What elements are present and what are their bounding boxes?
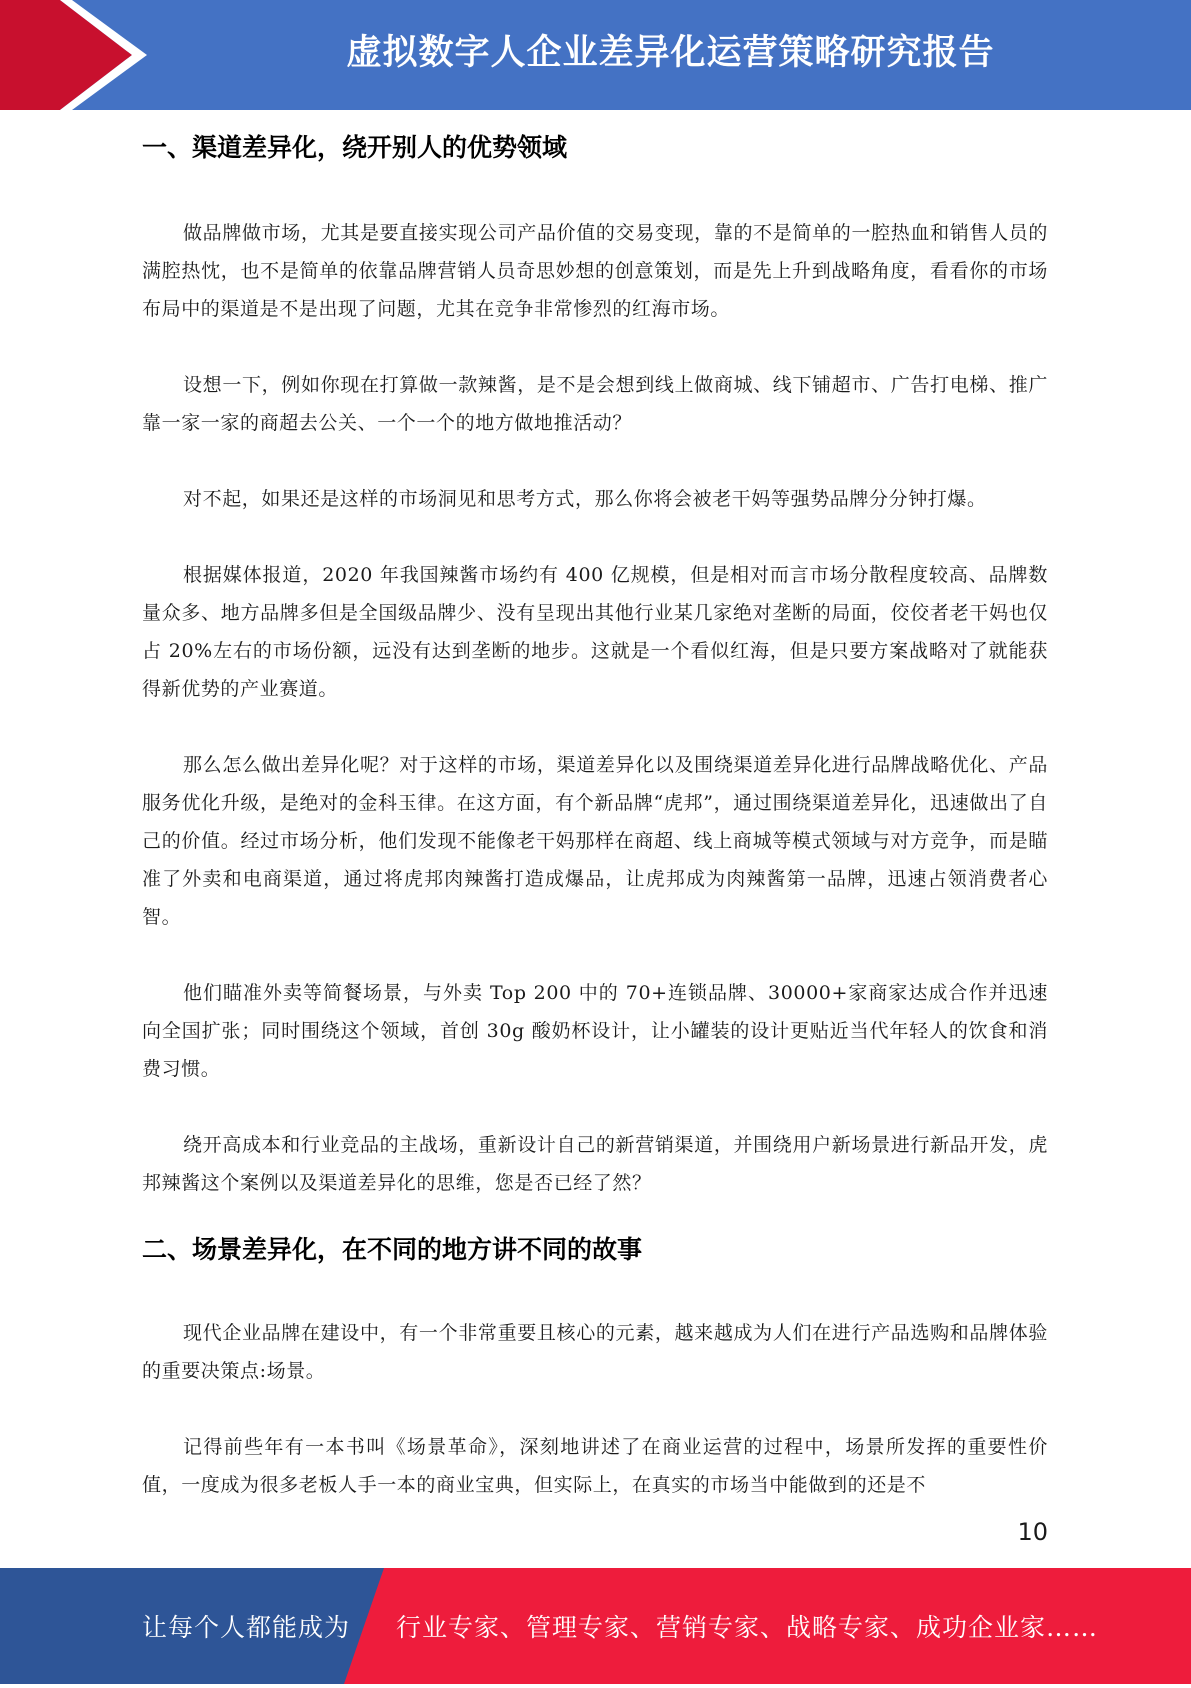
- section-heading: 一、渠道差异化，绕开别人的优势领域: [142, 133, 568, 162]
- paragraph: 那么怎么做出差异化呢？对于这样的市场，渠道差异化以及围绕渠道差异化进行品牌战略优化、产品服务优化升级，是绝对的金科玉律。在这方面，有个新品牌“虎邦”，通过围绕渠道差异化，迅速做出了自己的价值。经过市场分析，他们发现不能像老干妈那样在商超、线上商城等模式领域与对方竞争，而是瞄准了外卖和电商渠道，通过将虎邦肉辣酱打造成爆品，让虎邦成为肉辣酱第一品牌，迅速占领消费者心智。: [142, 754, 1048, 928]
- document-body: [142, 122, 1048, 1504]
- paragraph: 记得前些年有一本书叫《场景革命》，深刻地讲述了在商业运营的过程中，场景所发挥的重要性价值，一度成为很多老板人手一本的商业宝典，但实际上，在真实的市场当中能做到的还是不: [142, 1436, 1048, 1496]
- paragraph: 绕开高成本和行业竞品的主战场，重新设计自己的新营销渠道，并围绕用户新场景进行新品开发，虎邦辣酱这个案例以及渠道差异化的思维，您是否已经了然？: [142, 1134, 1048, 1194]
- page-header: [0, 0, 1191, 110]
- paragraph: 对不起，如果还是这样的市场洞见和思考方式，那么你将会被老干妈等强势品牌分分钟打爆。: [183, 488, 987, 510]
- paragraph: 做品牌做市场，尤其是要直接实现公司产品价值的交易变现，靠的不是简单的一腔热血和销售人员的满腔热忱，也不是简单的依靠品牌营销人员奇思妙想的创意策划，而是先上升到战略角度，看看你的市场布局中的渠道是不是出现了问题，尤其在竞争非常惨烈的红海市场。: [142, 222, 1048, 320]
- report-title: 虚拟数字人企业差异化运营策略研究报告: [346, 33, 995, 73]
- section-heading: 二、场景差异化，在不同的地方讲不同的故事: [142, 1235, 643, 1264]
- paragraph: 根据媒体报道，2020 年我国辣酱市场约有 400 亿规模，但是相对而言市场分散程度较高、品牌数量众多、地方品牌多但是全国级品牌少、没有呈现出其他行业某几家绝对垄断的局面，佼佼者老干妈也仅占 20%左右的市场份额，远没有达到垄断的地步。这就是一个看似红海，但是只要方案战略对了就能获得新优势的产业赛道。: [142, 564, 1048, 700]
- page-footer: [0, 1568, 1191, 1684]
- paragraph: 现代企业品牌在建设中，有一个非常重要且核心的元素，越来越成为人们在进行产品选购和品牌体验的重要决策点:场景。: [142, 1322, 1048, 1382]
- footer-slogan-left: 让每个人都能成为: [142, 1613, 351, 1642]
- page-number: 10: [1017, 1518, 1048, 1546]
- paragraph: 他们瞄准外卖等简餐场景，与外卖 Top 200 中的 70+连锁品牌、30000+家商家达成合作并迅速向全国扩张；同时围绕这个领域，首创 30g 酸奶杯设计，让小罐装的设计更贴近当代年轻人的饮食和消费习惯。: [142, 982, 1048, 1080]
- footer-slogan-right: 行业专家、管理专家、营销专家、战略专家、成功企业家……: [396, 1613, 1099, 1642]
- paragraph: 设想一下，例如你现在打算做一款辣酱，是不是会想到线上做商城、线下铺超市、广告打电梯、推广靠一家一家的商超去公关、一个一个的地方做地推活动？: [142, 374, 1048, 434]
- header-arrow-decoration: [0, 0, 160, 110]
